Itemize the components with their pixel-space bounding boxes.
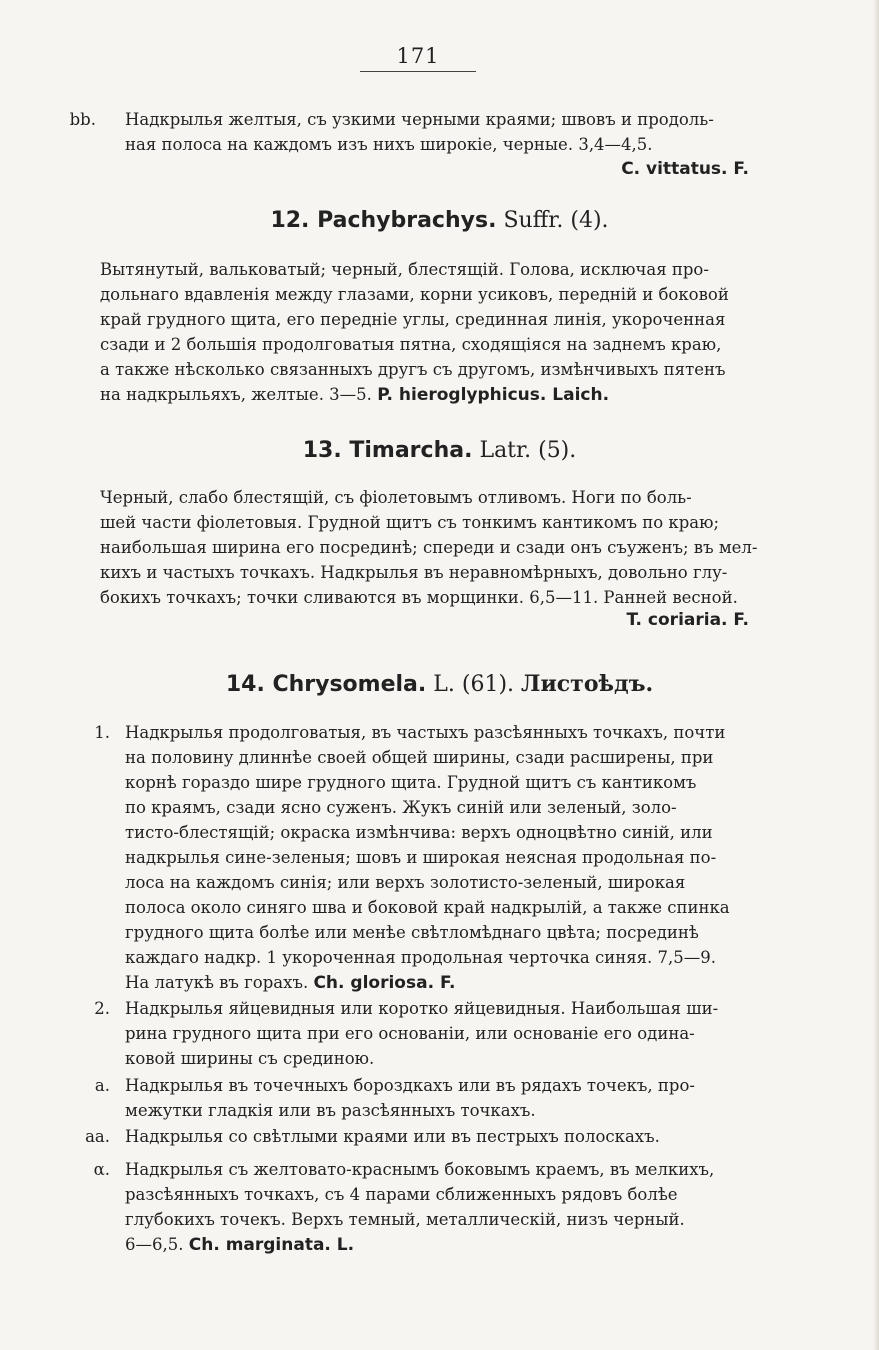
page-number-rule <box>360 71 476 72</box>
genus-12-description <box>100 257 780 408</box>
text-line-with-species <box>125 970 780 996</box>
genus-heading-13 <box>0 436 879 466</box>
text-line-with-species <box>125 1232 780 1258</box>
entry-marker-alpha: α. <box>93 1160 110 1179</box>
text-line: на половину длиннѣе своей общей ширины, сзади расширены, при <box>125 748 714 767</box>
species-name: T. coriaria. F. <box>626 610 749 630</box>
text-line: межутки гладкія или въ разсѣянныхъ точкахъ. <box>125 1101 536 1120</box>
text-line: дольнаго вдавленія между глазами, корни усиковъ, передній и боковой <box>100 285 729 304</box>
text-line: бокихъ точкахъ; точки сливаются въ морщинки. 6,5—11. Ранней весной. <box>100 588 738 607</box>
text-line: наибольшая ширина его посрединѣ; спереди и сзади онъ съуженъ; въ мел- <box>100 538 758 557</box>
text-line: Вытянутый, вальковатый; черный, блестящій. Голова, исключая про- <box>100 260 709 279</box>
text-line: лоса на каждомъ синія; или верхъ золотисто-зеленый, широкая <box>125 873 686 892</box>
text-line: рина грудного щита при его основаніи, или основаніе его одина- <box>125 1024 695 1043</box>
text-line: ковой ширины съ срединою. <box>125 1049 375 1068</box>
entry-marker-1: 1. <box>94 723 110 742</box>
entry-marker-2: 2. <box>94 999 110 1018</box>
text-line: На латукѣ въ горахъ. <box>125 973 309 992</box>
chrysomela-entry-a <box>125 1073 780 1123</box>
text-line: Надкрылья продолговатыя, въ частыхъ разсѣянныхъ точкахъ, почти <box>125 723 726 742</box>
text-line: по краямъ, сзади ясно суженъ. Жукъ синій или зеленый, золо- <box>125 798 677 817</box>
text-line: Надкрылья въ точечныхъ бороздкахъ или въ рядахъ точекъ, про- <box>125 1076 695 1095</box>
genus-13-description <box>100 485 780 610</box>
text-line: Надкрылья съ желтовато-краснымъ боковымъ краемъ, въ мелкихъ, <box>125 1160 715 1179</box>
text-line: каждаго надкр. 1 укороченная продольная черточка синяя. 7,5—9. <box>125 948 717 967</box>
text-line: 6—6,5. <box>125 1235 184 1254</box>
species-name: C. vittatus. F. <box>621 159 749 179</box>
text-line: корнѣ гораздо шире грудного щита. Грудной щитъ съ кантикомъ <box>125 773 697 792</box>
genus-author: Latr. (5). <box>479 438 577 463</box>
text-line: надкрылья сине-зеленыя; шовъ и широкая неясная продольная по- <box>125 848 717 867</box>
entry-marker-a: a. <box>94 1076 110 1095</box>
species-name: Ch. marginata. L. <box>188 1235 355 1255</box>
genus-author: Suffr. (4). <box>503 208 609 233</box>
genus-name: 12. Pachybrachys. <box>270 208 497 233</box>
page-edge-shadow <box>873 0 879 1350</box>
text-line: тисто-блестящій; окраска измѣнчива: верхъ одноцвѣтно синій, или <box>125 823 713 842</box>
text-line: Надкрылья желтыя, съ узкими черными краями; швовъ и продоль- <box>125 110 714 129</box>
text-line: шей части фіолетовыя. Грудной щитъ съ тонкимъ кантикомъ по краю; <box>100 513 720 532</box>
text-line: ная полоса на каждомъ изъ нихъ широкіе, черные. 3,4—4,5. <box>125 135 653 154</box>
text-line: сзади и 2 большія продолговатыя пятна, сходящіяся на заднемъ краю, <box>100 335 722 354</box>
text-line: Надкрылья яйцевидныя или коротко яйцевидныя. Наибольшая ши- <box>125 999 719 1018</box>
species-name: P. hieroglyphicus. Laich. <box>377 385 610 405</box>
entry-marker-bb: bb. <box>69 110 96 129</box>
text-line: а также нѣсколько связанныхъ другъ съ другомъ, измѣнчивыхъ пятенъ <box>100 360 726 379</box>
genus-name: 13. Timarcha. <box>302 438 473 463</box>
text-line: кихъ и частыхъ точкахъ. Надкрылья въ неравномѣрныхъ, довольно глу- <box>100 563 728 582</box>
chrysomela-entry-aa <box>125 1124 780 1149</box>
text-line: Черный, слабо блестящій, съ фіолетовымъ отливомъ. Ноги по боль- <box>100 488 692 507</box>
genus-russian-name: Листоѣдъ. <box>521 671 654 697</box>
text-line: Надкрылья со свѣтлыми краями или въ пестрыхъ полоскахъ. <box>125 1127 660 1146</box>
page-number: 171 <box>396 44 440 68</box>
entry-marker-aa: aa. <box>85 1127 110 1146</box>
genus-name: 14. Chrysomela. <box>225 672 427 697</box>
chrysomela-entry-1 <box>125 720 780 996</box>
genus-author: L. (61). <box>433 672 515 697</box>
text-line: разсѣянныхъ точкахъ, съ 4 парами сближенныхъ рядовъ болѣе <box>125 1185 678 1204</box>
chrysomela-entry-2 <box>125 996 780 1071</box>
chrysomela-entry-alpha <box>125 1157 780 1258</box>
entry-bb-text <box>125 107 780 157</box>
species-name: Ch. gloriosa. F. <box>313 973 456 993</box>
text-line: грудного щита болѣе или менѣе свѣтломѣднаго цвѣта; посрединѣ <box>125 923 699 942</box>
text-line: полоса около синяго шва и боковой край надкрылій, а также спинка <box>125 898 730 917</box>
genus-heading-14 <box>0 669 879 700</box>
text-line: на надкрыльяхъ, желтые. 3—5. <box>100 385 372 404</box>
genus-heading-12 <box>0 206 879 236</box>
text-line: глубокихъ точекъ. Верхъ темный, металлическій, низъ черный. <box>125 1210 685 1229</box>
text-line-with-species <box>100 382 780 408</box>
text-line: край грудного щита, его передніе углы, срединная линія, укороченная <box>100 310 726 329</box>
